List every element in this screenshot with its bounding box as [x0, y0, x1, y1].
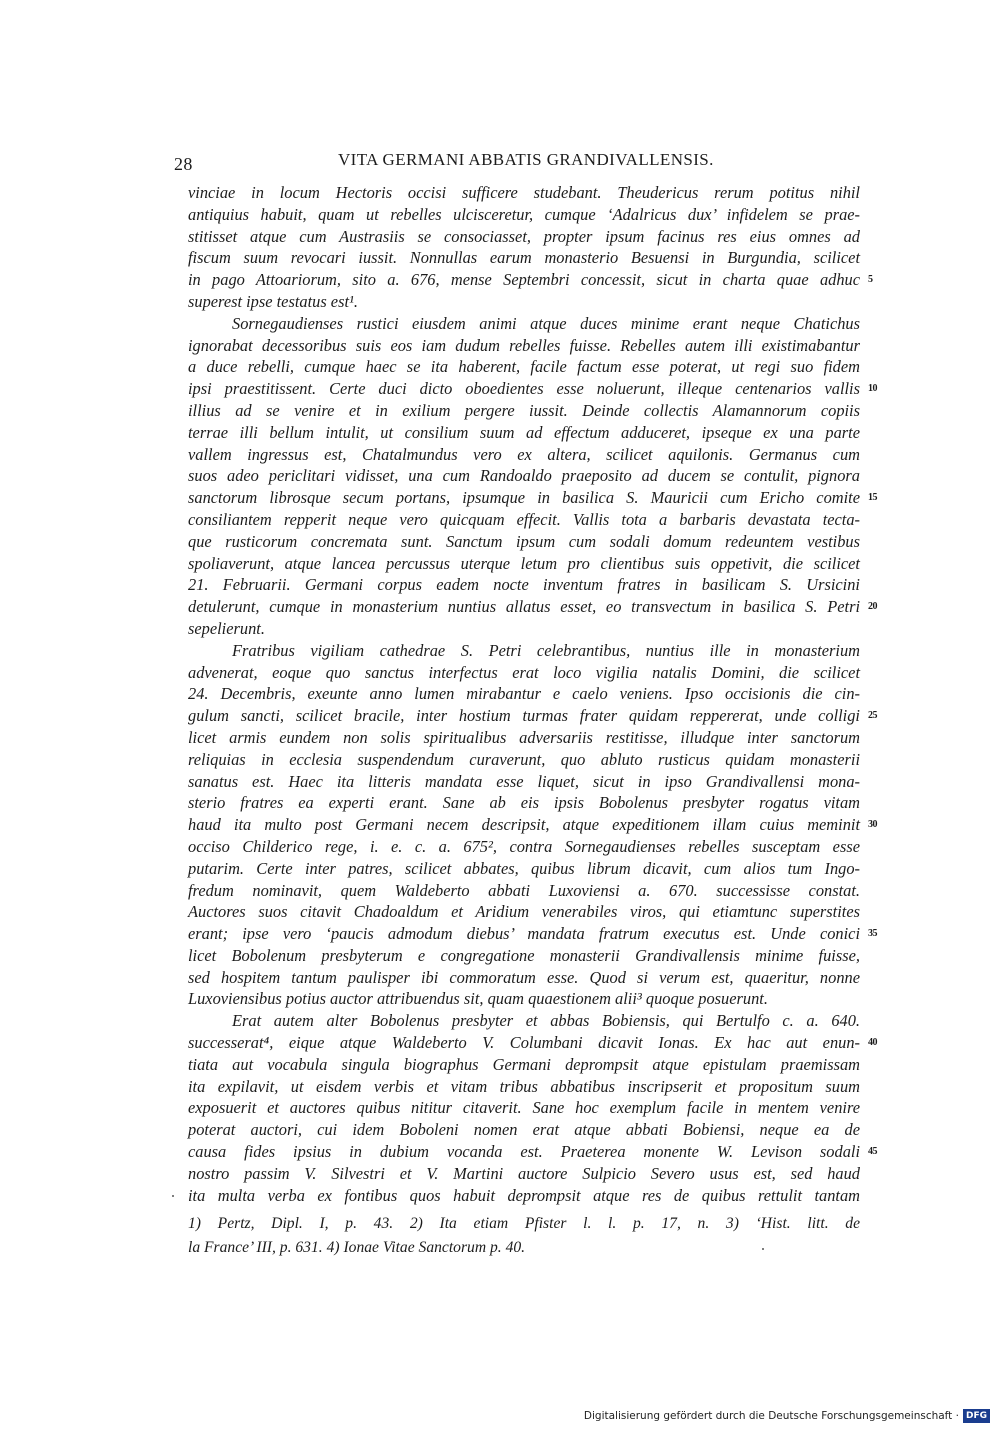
text-line — [188, 465, 860, 487]
credit-text: Digitalisierung gefördert durch die Deutsche Forschungsgemeinschaft · — [583, 1410, 959, 1422]
line-text: sanctorum librosque secum portans, ipsumque in basilica S. Mauricii cum Ericho comite — [188, 488, 860, 508]
line-text: Sornegaudienses rustici eiusdem animi atque duces minime erant neque Chatichus — [232, 313, 860, 333]
scan-speck — [172, 1195, 174, 1197]
line-text: spoliaverunt, atque lancea percussus uterque letum pro clientibus suis oppetivit, die scilicet — [188, 553, 860, 573]
text-line — [188, 291, 860, 313]
text-line — [188, 553, 860, 575]
text-line — [188, 509, 860, 531]
text-line — [188, 771, 860, 793]
line-number: 35 — [868, 928, 877, 940]
line-text: in pago Attoariorum, sito a. 676, mense Septembri concessit, sicut in charta quae adhuc — [188, 270, 860, 290]
text-line — [188, 967, 860, 989]
text-line — [188, 945, 860, 967]
line-text: poterat auctori, cui idem Boboleni nomen erat atque abbati Bobiensi, neque ea de — [188, 1120, 860, 1140]
page-number: 28 — [174, 154, 193, 174]
line-text: ipsi praestitissent. Certe duci dicto oboedientes esse noluerunt, illeque centenarios vallis — [188, 379, 860, 399]
text-line — [188, 335, 860, 357]
line-text: licet Bobolenum presbyterum e congregatione monasterii Grandivallensis minime fuisse, — [188, 945, 860, 965]
text-line — [188, 400, 860, 422]
line-text: ita multa verba ex fontibus quos habuit deprompsit atque res de quibus rettulit tantam — [188, 1185, 860, 1205]
line-text: vallem ingressus est, Chatalmundus vero ex altera, scilicet aquilonis. Germanus cum — [188, 444, 860, 464]
line-text: Erat autem alter Bobolenus presbyter et abbas Bobiensis, qui Bertulfo c. a. 640. — [232, 1011, 860, 1031]
text-line — [188, 1032, 877, 1054]
dfg-logo: DFG — [963, 1409, 990, 1423]
running-title: VITA GERMANI ABBATIS GRANDIVALLENSIS. — [338, 150, 714, 169]
text-line — [188, 204, 860, 226]
line-text: Fratribus vigiliam cathedrae S. Petri celebrantibus, nuntius ille in monasterium — [232, 640, 860, 660]
text-line — [188, 531, 860, 553]
text-line — [188, 574, 860, 596]
line-text: 24. Decembris, exeunte anno lumen mirabantur e caelo veniens. Ipso occisionis die cin- — [188, 684, 860, 704]
text-line — [188, 901, 860, 923]
line-text: stitisset atque cum Austrasiis se consociasset, propter ipsum facinus res eius omnes ad — [188, 226, 860, 246]
text-line — [188, 269, 873, 291]
line-text: suos adeo periclitari vidisset, una cum Randoaldo praeposito ad ducem se contulit, pignora — [188, 466, 860, 486]
line-number: 40 — [868, 1037, 877, 1049]
line-number: 5 — [868, 274, 873, 286]
text-line — [188, 487, 877, 509]
text-line — [188, 226, 860, 248]
text-line — [188, 1076, 860, 1098]
line-text: tiata aut vocabula singula biographus Germani deprompsit atque epistulam praemissam — [188, 1054, 860, 1074]
line-number: 15 — [868, 492, 877, 504]
line-text: licet armis eundem non solis spiritualibus adversariis restitisse, illudque inter sanctorum — [188, 727, 860, 747]
page-header — [174, 148, 864, 176]
text-line — [188, 988, 860, 1010]
line-text: terrae illi bellum intulit, ut consilium suum ad effectum adduceret, ipseque ex una parte — [188, 422, 860, 442]
text-line — [188, 923, 877, 945]
text-line — [188, 640, 860, 662]
line-text: Auctores suos citavit Chadoaldum et Aridium venerabiles viros, qui etiamtunc superstites — [188, 902, 860, 922]
text-line — [188, 749, 860, 771]
line-number: 30 — [868, 819, 877, 831]
text-line — [188, 313, 860, 335]
line-number: 20 — [868, 601, 877, 613]
line-text: erant; ipse vero ‘paucis admodum diebus’ mandata fratrum executus est. Unde conici — [188, 924, 860, 944]
line-text: occiso Childerico rege, i. e. c. a. 675², contra Sornegaudienses rebelles susceptam esse — [188, 836, 860, 856]
text-line — [188, 1010, 860, 1032]
line-number: 10 — [868, 383, 877, 395]
text-line — [188, 1141, 877, 1163]
line-text: que rusticorum concremata sunt. Sanctum ipsum cum sodali domum redeuntem vestibus — [188, 531, 860, 551]
line-text: sanatus est. Haec ita litteris mandata esse liquet, sicut in ipso Grandivallensi mona- — [188, 771, 860, 791]
line-text: 21. Februarii. Germani corpus eadem nocte inventum fratres in basilicam S. Ursicini — [188, 575, 860, 595]
text-line — [188, 1163, 860, 1185]
line-text: Luxoviensibus potius auctor attribuendus sit, quam quaestionem alii³ quoque posuerunt. — [188, 989, 768, 1009]
text-line — [188, 1054, 860, 1076]
scan-speck — [762, 1248, 764, 1250]
text-line — [188, 792, 860, 814]
line-text: detulerunt, cumque in monasterium nuntius allatus esset, eo transvectum in basilica S. Petri — [188, 597, 860, 617]
body-text — [188, 182, 877, 1206]
text-line — [188, 422, 860, 444]
footnote-line: 1) Pertz, Dipl. I, p. 43. 2) Ita etiam Pfister l. l. p. 17, n. 3) ‘Hist. litt. de — [188, 1215, 860, 1232]
line-number: 25 — [868, 710, 877, 722]
text-line — [188, 1119, 860, 1141]
footnote-line: la France’ III, p. 631. 4) Ionae Vitae Sanctorum p. 40. — [188, 1239, 526, 1256]
text-line — [188, 1097, 860, 1119]
line-text: fiscum suum revocari iussit. Nonnullas earum monasterio Besuensi in Burgundia, scilicet — [188, 248, 860, 268]
line-text: sed hospitem tantum paulisper ibi commoratum esse. Quod si verum est, quaeritur, nonne — [188, 967, 860, 987]
line-text: sepelierunt. — [188, 618, 265, 638]
text-line — [188, 356, 860, 378]
text-line — [188, 858, 860, 880]
line-text: superest ipse testatus est¹. — [188, 291, 359, 311]
digitization-credit — [584, 1408, 990, 1424]
line-text: successerat⁴, eique atque Waldeberto V. Columbani dicavit Ionas. Ex hac aut enun- — [188, 1033, 860, 1053]
text-line — [188, 618, 860, 640]
line-number: 45 — [868, 1146, 877, 1158]
line-text: gulum sancti, scilicet bracile, inter hostium turmas frater quidam reppererat, unde colligi — [188, 706, 860, 726]
text-line — [188, 378, 877, 400]
text-line — [188, 596, 877, 618]
text-line — [188, 727, 860, 749]
text-line — [188, 444, 860, 466]
line-text: consiliantem repperit neque vero quicquam effecit. Vallis tota a barbaris devastata tecta- — [188, 509, 860, 529]
text-line — [188, 683, 860, 705]
text-line — [188, 662, 860, 684]
line-text: advenerat, eoque quo sanctus interfectus erat loco vigilia natalis Domini, die scilicet — [188, 662, 860, 682]
text-line — [188, 1185, 860, 1207]
line-text: ignorabat decessoribus suis eos iam dudum rebelles fuisse. Rebelles autem illi existimabantur — [188, 335, 860, 355]
text-line — [188, 880, 860, 902]
text-line — [188, 182, 860, 204]
line-text: nostro passim V. Silvestri et V. Martini auctore Sulpicio Severo usus est, sed haud — [188, 1163, 860, 1183]
line-text: illius ad se venire et in exilium pergere iussit. Deinde collectis Alamannorum copiis — [188, 400, 860, 420]
line-text: reliquias in ecclesia suspendendum curaverunt, quo abluto rusticus quidam monasterii — [188, 749, 860, 769]
line-text: exposuerit et auctores quibus nititur citaverit. Sane hoc exemplum facile in mentem venire — [188, 1098, 860, 1118]
text-line — [188, 814, 877, 836]
text-line — [188, 247, 860, 269]
text-line — [188, 705, 877, 727]
text-line — [188, 836, 860, 858]
line-text: causa fides ipsius in dubium vocanda est. Praeterea monente W. Levison sodali — [188, 1142, 860, 1162]
line-text: putarim. Certe inter patres, scilicet abbates, quibus librum dicavit, cum alios tum Ingo- — [188, 858, 860, 878]
line-text: antiquius habuit, quam ut rebelles ulcisceretur, cumque ‘Adalricus dux’ infidelem se prae- — [188, 204, 860, 224]
line-text: ita expilavit, ut eisdem verbis et vitam tribus abbatibus inscripserit et propositum suum — [188, 1076, 860, 1096]
line-text: sterio fratres ea experti erant. Sane ab eis ipsis Bobolenus presbyter rogatus vitam — [188, 793, 860, 813]
line-text: vinciae in locum Hectoris occisi sufficere studebant. Theudericus rerum potitus nihil — [188, 183, 860, 202]
line-text: a duce rebelli, cumque haec se ita haberent, facile factum esse poterat, ut regi suo fidem — [188, 357, 860, 377]
line-text: haud ita multo post Germani necem descripsit, atque expeditionem illam cuius meminit — [188, 815, 860, 835]
line-text: fredum nominavit, quem Waldeberto abbati Luxoviensi a. 670. successisse constat. — [188, 880, 860, 900]
footnotes — [188, 1212, 860, 1260]
